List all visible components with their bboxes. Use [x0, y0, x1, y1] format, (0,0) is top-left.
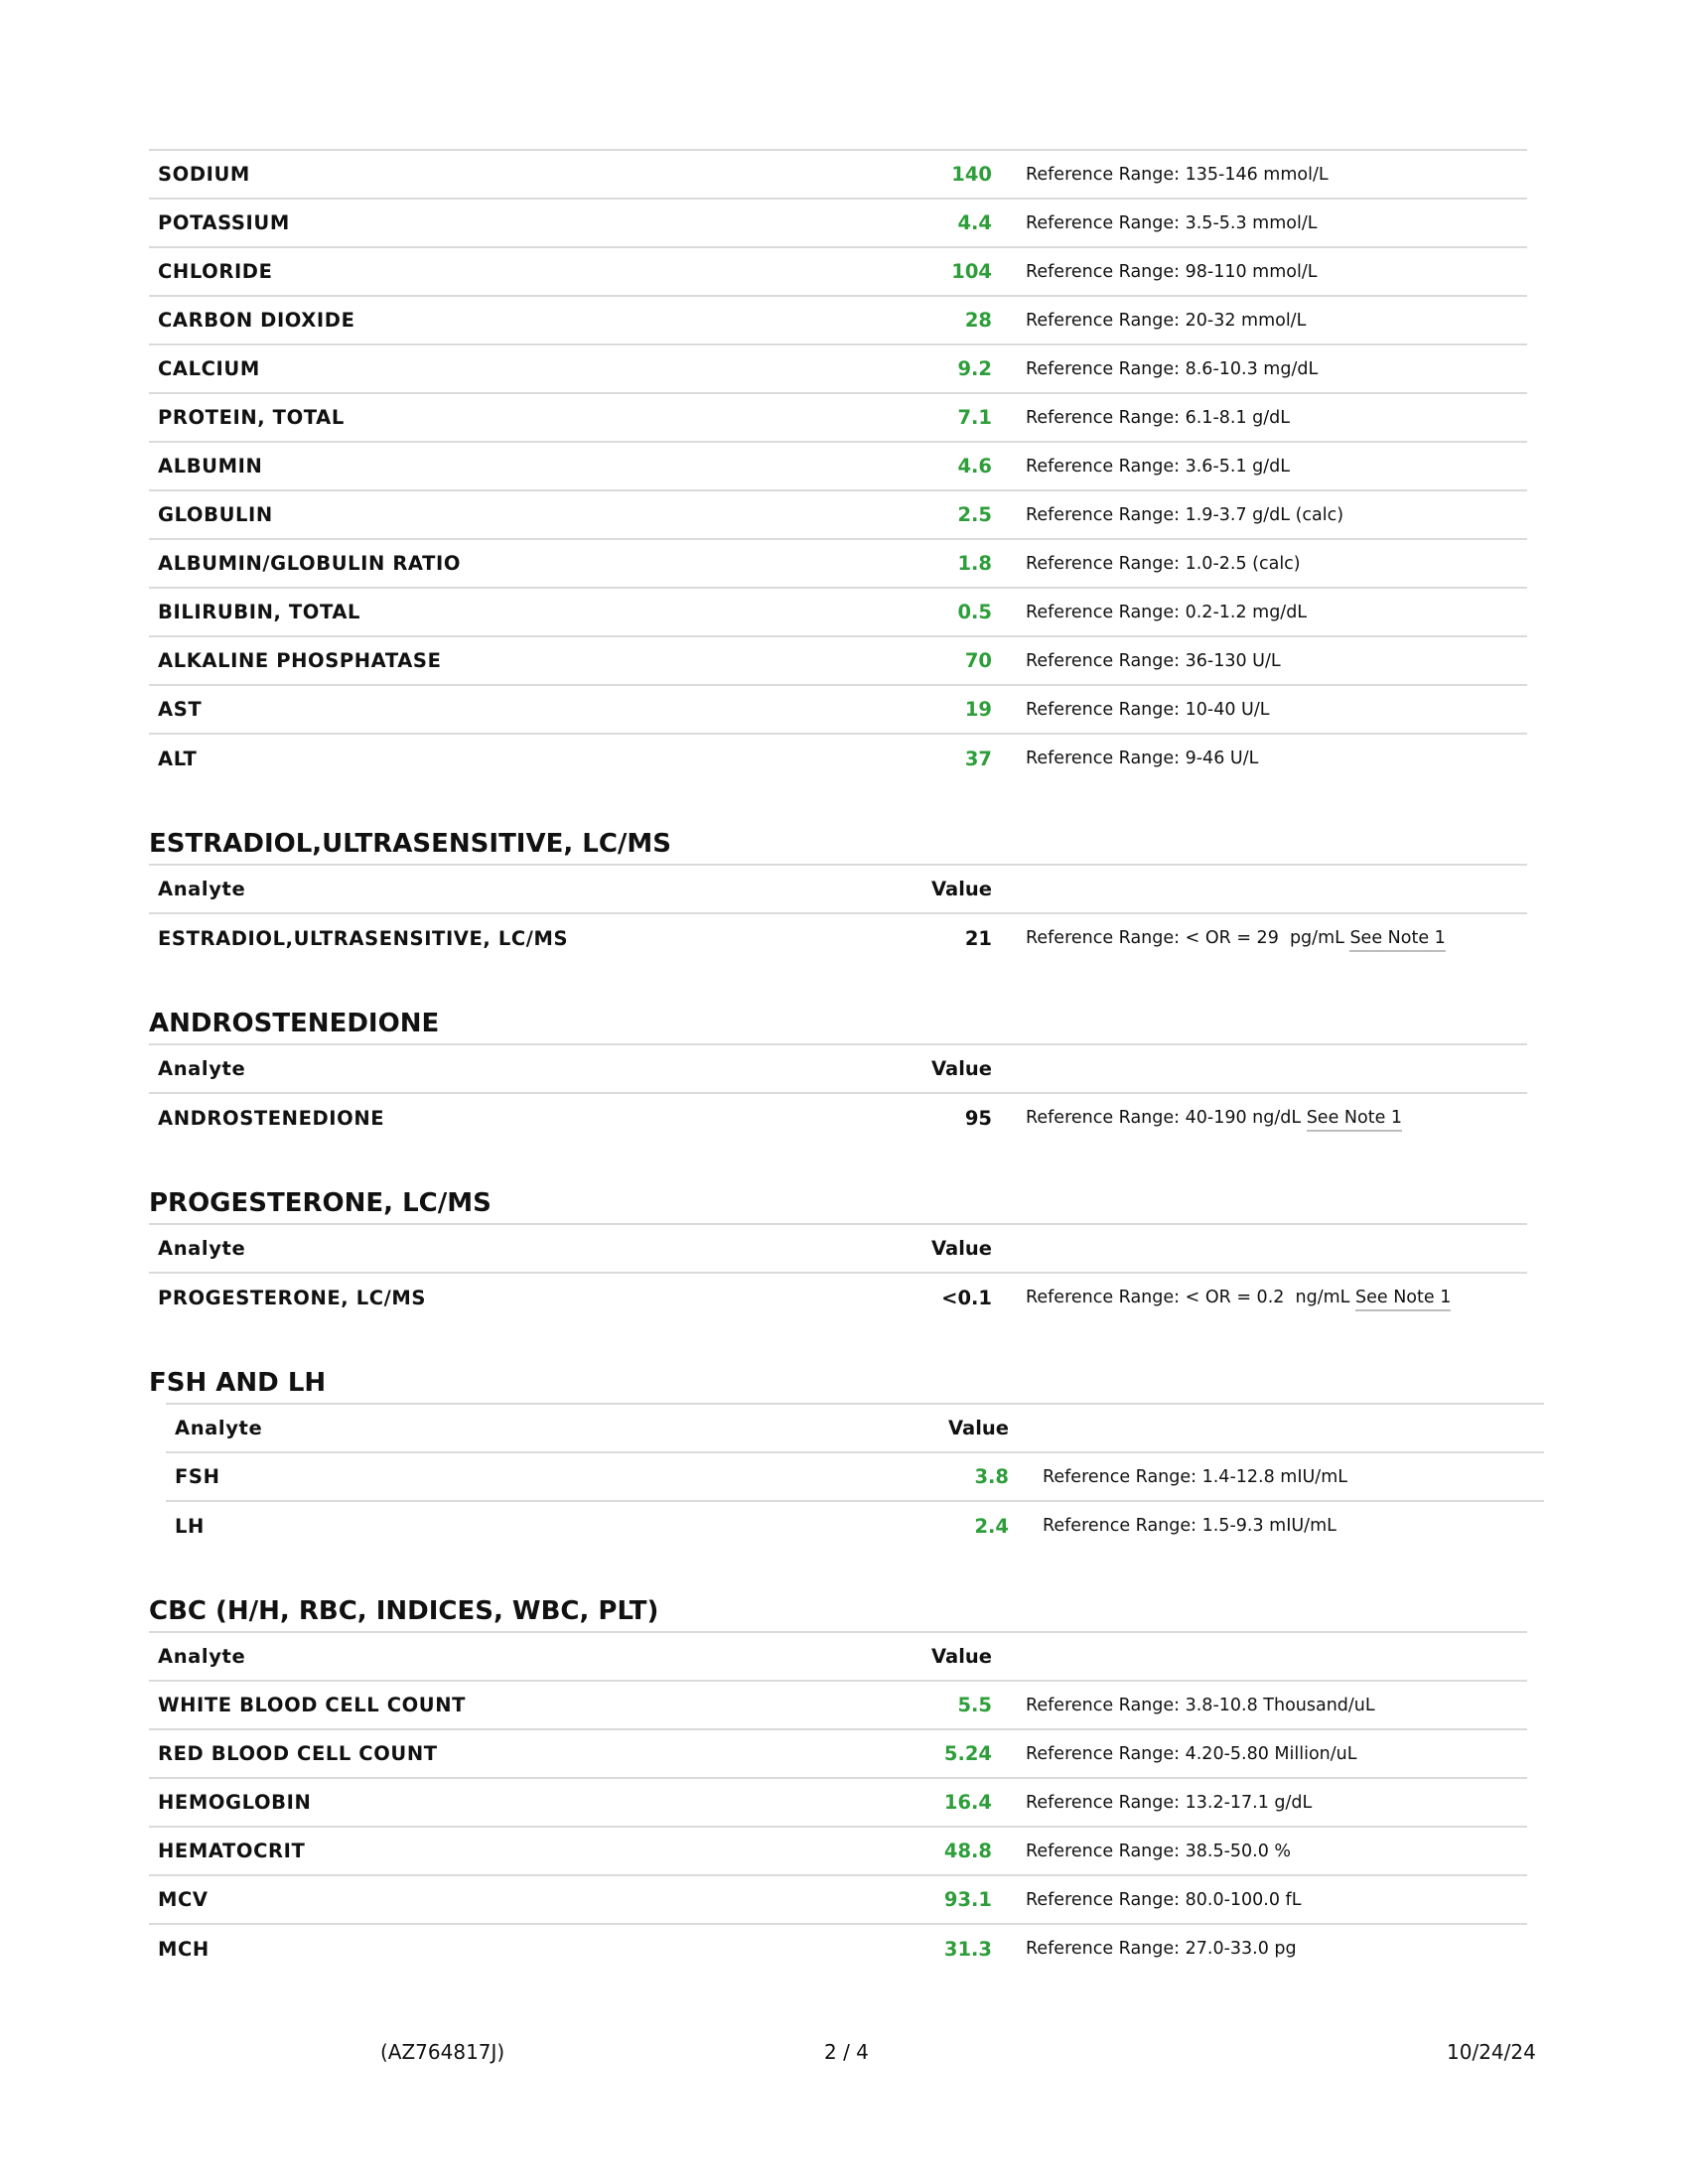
result-row: [149, 539, 1527, 588]
footer-date: 10/24/24: [1447, 2040, 1536, 2064]
result-row: [149, 913, 1527, 962]
analyte-name: MCH: [158, 1937, 210, 1961]
analyte-name: MCV: [158, 1888, 209, 1911]
analyte-name: FSH: [175, 1465, 220, 1488]
reference-range-text: Reference Range: 3.6-5.1 g/dL: [1026, 456, 1291, 477]
result-row: [149, 1827, 1527, 1875]
value-column-header: Value: [948, 1417, 1009, 1439]
analyte-value: 4.6: [957, 455, 992, 478]
reference-range-cell: [992, 150, 1527, 199]
reference-range-text: Reference Range: < OR = 29 pg/mL: [1026, 928, 1344, 948]
analyte-name: BILIRUBIN, TOTAL: [158, 601, 361, 623]
table-header-row: [149, 1632, 1527, 1681]
analyte-value: 104: [951, 260, 992, 283]
value-column-header: Value: [931, 878, 992, 900]
analyte-name: ALKALINE PHOSPHATASE: [158, 649, 442, 672]
analyte-value: 1.8: [957, 552, 992, 575]
reference-range-text: Reference Range: 27.0-33.0 pg: [1026, 1939, 1297, 1959]
table-header-row: [166, 1404, 1544, 1452]
analyte-name: ALBUMIN/GLOBULIN RATIO: [158, 552, 462, 575]
reference-range-cell: [992, 1875, 1527, 1924]
reference-range-text: Reference Range: 13.2-17.1 g/dL: [1026, 1792, 1313, 1813]
reference-range-cell: [992, 247, 1527, 296]
reference-range-text: Reference Range: 40-190 ng/dL: [1026, 1108, 1302, 1128]
analyte-name: RED BLOOD CELL COUNT: [158, 1742, 438, 1765]
reference-range-cell: [992, 1273, 1527, 1321]
cbc-results-table: [149, 1631, 1527, 1973]
analyte-name: CALCIUM: [158, 357, 260, 380]
analyte-value: 3.8: [974, 1465, 1009, 1488]
value-column-header: Value: [931, 1645, 992, 1668]
analyte-name: CARBON DIOXIDE: [158, 309, 355, 332]
analyte-column-header: Analyte: [158, 1645, 246, 1668]
footer-accession-id: (AZ764817J): [380, 2040, 505, 2064]
analyte-name: CHLORIDE: [158, 260, 273, 283]
result-row: [149, 588, 1527, 636]
reference-range-cell: [1009, 1501, 1544, 1550]
reference-range-text: Reference Range: 1.4-12.8 mIU/mL: [1043, 1466, 1347, 1487]
result-row: [149, 1924, 1527, 1973]
analyte-name: SODIUM: [158, 163, 250, 186]
result-row: [149, 1778, 1527, 1827]
value-column-header: Value: [931, 1057, 992, 1080]
analyte-value: 0.5: [957, 601, 992, 623]
reference-range-cell: [992, 393, 1527, 442]
result-row: [149, 1273, 1527, 1321]
reference-range-text: Reference Range: 9-46 U/L: [1026, 749, 1259, 768]
result-row: [166, 1452, 1544, 1501]
see-note-link[interactable]: See Note 1: [1349, 928, 1445, 952]
see-note-link[interactable]: See Note 1: [1307, 1108, 1402, 1132]
analyte-value: 5.24: [943, 1742, 992, 1765]
analyte-value: 95: [964, 1106, 992, 1130]
analyte-name: HEMOGLOBIN: [158, 1791, 312, 1814]
analyte-value: 7.1: [957, 406, 992, 429]
reference-range-text: Reference Range: 8.6-10.3 mg/dL: [1026, 358, 1319, 379]
analyte-value: <0.1: [941, 1286, 992, 1309]
reference-range-text: Reference Range: 36-130 U/L: [1026, 650, 1281, 671]
analyte-name: HEMATOCRIT: [158, 1840, 306, 1862]
result-row: [149, 734, 1527, 782]
analyte-value: 9.2: [957, 357, 992, 380]
analyte-name: ESTRADIOL,ULTRASENSITIVE, LC/MS: [158, 926, 569, 950]
section-title-cbc: CBC (H/H, RBC, INDICES, WBC, PLT): [149, 1596, 659, 1626]
analyte-name: ALBUMIN: [158, 455, 263, 478]
reference-range-text: Reference Range: 4.20-5.80 Million/uL: [1026, 1743, 1357, 1764]
reference-range-cell: [992, 913, 1527, 962]
result-row: [149, 150, 1527, 199]
analyte-column-header: Analyte: [158, 878, 246, 900]
result-row: [149, 1093, 1527, 1142]
reference-range-text: Reference Range: 1.0-2.5 (calc): [1026, 553, 1301, 574]
reference-range-cell: [992, 1729, 1527, 1778]
reference-range-text: Reference Range: 38.5-50.0 %: [1026, 1841, 1292, 1861]
analyte-value: 21: [964, 926, 992, 950]
analyte-column-header: Analyte: [158, 1237, 246, 1260]
analyte-value: 4.4: [957, 211, 992, 234]
reference-range-text: Reference Range: 0.2-1.2 mg/dL: [1026, 602, 1308, 622]
analyte-name: ANDROSTENEDIONE: [158, 1106, 385, 1130]
reference-range-cell: [992, 685, 1527, 734]
result-row: [149, 1729, 1527, 1778]
result-row: [149, 1875, 1527, 1924]
table-header-row: [149, 865, 1527, 913]
result-row: [149, 344, 1527, 393]
reference-range-cell: [992, 1093, 1527, 1142]
reference-range-text: Reference Range: 3.8-10.8 Thousand/uL: [1026, 1695, 1375, 1715]
androstenedione-results-table: [149, 1043, 1527, 1142]
reference-range-cell: [1009, 1452, 1544, 1501]
reference-range-cell: [992, 1681, 1527, 1729]
analyte-name: PROTEIN, TOTAL: [158, 406, 345, 429]
result-row: [149, 393, 1527, 442]
analyte-value: 19: [964, 698, 992, 721]
analyte-name: POTASSIUM: [158, 211, 290, 234]
section-title-fsh-lh: FSH AND LH: [149, 1368, 327, 1398]
reference-range-text: Reference Range: 1.9-3.7 g/dL (calc): [1026, 504, 1344, 525]
reference-range-cell: [992, 539, 1527, 588]
result-row: [149, 442, 1527, 490]
cmp-results-table: [149, 149, 1527, 782]
reference-range-cell: [992, 1778, 1527, 1827]
result-row: [166, 1501, 1544, 1550]
see-note-link[interactable]: See Note 1: [1355, 1288, 1451, 1311]
reference-range-text: Reference Range: 10-40 U/L: [1026, 699, 1270, 720]
report-content: [149, 149, 1527, 1973]
analyte-value: 16.4: [943, 1791, 992, 1814]
analyte-value: 93.1: [943, 1888, 992, 1911]
analyte-column-header: Analyte: [175, 1417, 263, 1439]
page-footer: [0, 2040, 1688, 2070]
reference-range-text: Reference Range: 80.0-100.0 fL: [1026, 1889, 1302, 1910]
section-title-progesterone: PROGESTERONE, LC/MS: [149, 1188, 492, 1218]
analyte-value: 2.4: [974, 1514, 1009, 1538]
analyte-value: 2.5: [957, 503, 992, 526]
analyte-name: GLOBULIN: [158, 503, 273, 526]
result-row: [149, 247, 1527, 296]
reference-range-cell: [992, 296, 1527, 344]
section-title-androstenedione: ANDROSTENEDIONE: [149, 1009, 440, 1038]
analyte-value: 37: [964, 747, 992, 770]
result-row: [149, 296, 1527, 344]
analyte-value: 140: [951, 163, 992, 186]
reference-range-cell: [992, 636, 1527, 685]
analyte-value: 70: [964, 649, 992, 672]
estradiol-results-table: [149, 864, 1527, 962]
reference-range-text: Reference Range: 135-146 mmol/L: [1026, 164, 1329, 185]
reference-range-text: Reference Range: < OR = 0.2 ng/mL: [1026, 1288, 1350, 1307]
analyte-name: WHITE BLOOD CELL COUNT: [158, 1694, 467, 1716]
fsh-lh-results-table: [166, 1403, 1544, 1550]
analyte-name: LH: [175, 1514, 205, 1538]
analyte-name: AST: [158, 698, 203, 721]
reference-range-cell: [992, 1827, 1527, 1875]
reference-range-text: Reference Range: 1.5-9.3 mIU/mL: [1043, 1516, 1336, 1536]
reference-range-cell: [992, 1924, 1527, 1973]
section-title-estradiol: ESTRADIOL,ULTRASENSITIVE, LC/MS: [149, 829, 672, 859]
analyte-value: 31.3: [943, 1937, 992, 1961]
analyte-name: ALT: [158, 747, 198, 770]
analyte-name: PROGESTERONE, LC/MS: [158, 1286, 427, 1309]
result-row: [149, 1681, 1527, 1729]
reference-range-cell: [992, 199, 1527, 247]
result-row: [149, 490, 1527, 539]
result-row: [149, 636, 1527, 685]
analyte-column-header: Analyte: [158, 1057, 246, 1080]
reference-range-text: Reference Range: 3.5-5.3 mmol/L: [1026, 212, 1318, 233]
value-column-header: Value: [931, 1237, 992, 1260]
footer-page-number: 2 / 4: [824, 2040, 869, 2064]
reference-range-text: Reference Range: 20-32 mmol/L: [1026, 310, 1307, 331]
reference-range-text: Reference Range: 6.1-8.1 g/dL: [1026, 407, 1291, 428]
analyte-value: 48.8: [943, 1840, 992, 1862]
progesterone-results-table: [149, 1223, 1527, 1321]
reference-range-cell: [992, 490, 1527, 539]
result-row: [149, 199, 1527, 247]
reference-range-cell: [992, 344, 1527, 393]
reference-range-cell: [992, 588, 1527, 636]
table-header-row: [149, 1224, 1527, 1273]
reference-range-cell: [992, 442, 1527, 490]
reference-range-text: Reference Range: 98-110 mmol/L: [1026, 261, 1318, 282]
result-row: [149, 685, 1527, 734]
table-header-row: [149, 1044, 1527, 1093]
analyte-value: 28: [964, 309, 992, 332]
analyte-value: 5.5: [957, 1694, 992, 1716]
reference-range-cell: [992, 734, 1527, 782]
